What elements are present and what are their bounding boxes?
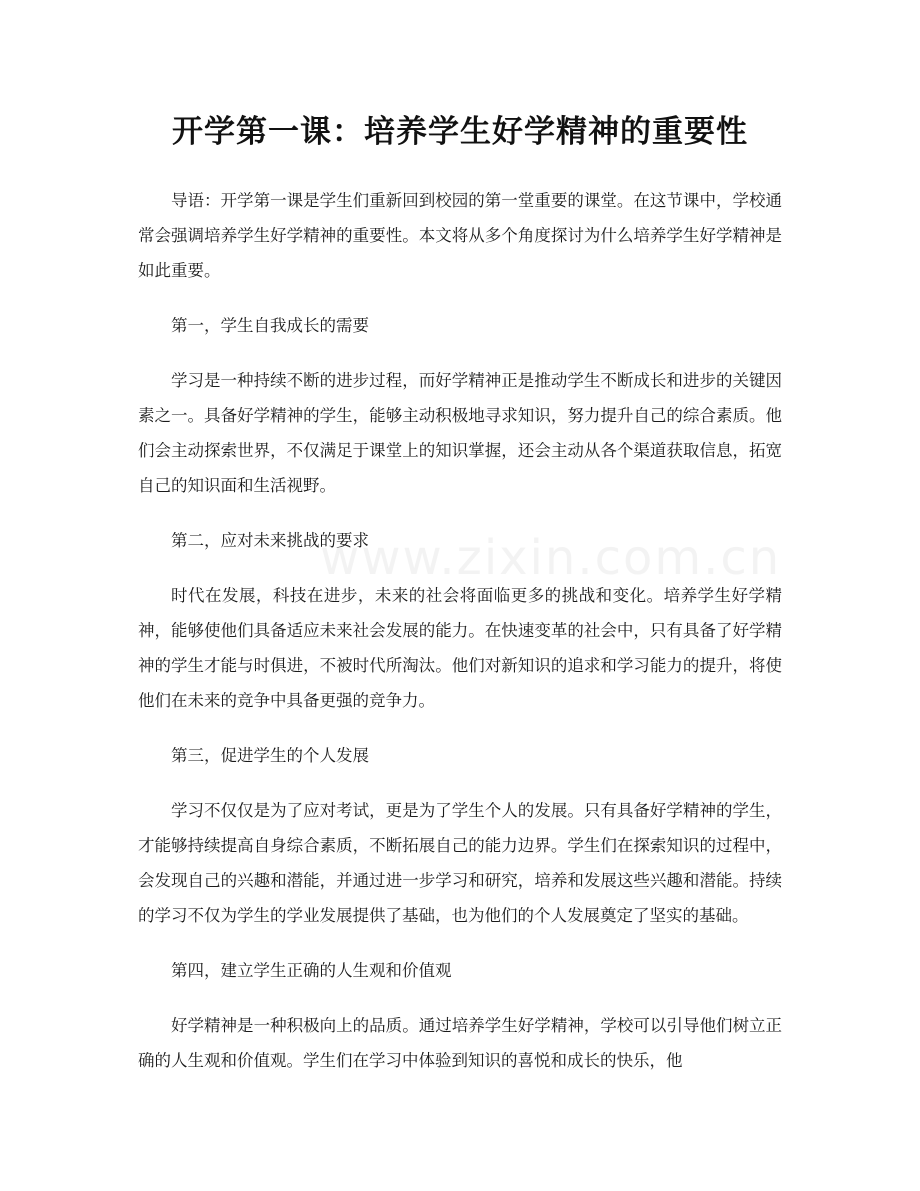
intro-paragraph: 导语：开学第一课是学生们重新回到校园的第一堂重要的课堂。在这节课中，学校通常会强调培养学生好学精神的重要性。本文将从多个角度探讨为什么培养学生好学精神是如此重要。 — [138, 191, 782, 280]
section-paragraph-3: 学习不仅仅是为了应对考试，更是为了学生个人的发展。只有具备好学精神的学生，才能够持续提高自身综合素质，不断拓展自己的能力边界。学生们在探索知识的过程中，会发现自己的兴趣和潜能，并通过进一步学习和研究，培养和发展这些兴趣和潜能。持续的学习不仅为学生的学业发展提供了基础，也为他们的个人发展奠定了坚实的基础。 — [138, 801, 782, 925]
section-paragraph-4: 好学精神是一种积极向上的品质。通过培养学生好学精神，学校可以引导他们树立正确的人生观和价值观。学生们在学习中体验到知识的喜悦和成长的快乐，他 — [138, 1016, 782, 1070]
section-heading-2: 第二，应对未来挑战的要求 — [171, 531, 369, 550]
document-body — [138, 183, 782, 1098]
section-paragraph-2: 时代在发展，科技在进步，未来的社会将面临更多的挑战和变化。培养学生好学精神，能够使他们具备适应未来社会发展的能力。在快速变革的社会中，只有具备了好学精神的学生才能与时俱进，不被时代所淘汰。他们对新知识的追求和学习能力的提升，将使他们在未来的竞争中具备更强的竞争力。 — [138, 586, 782, 710]
watermark: www.zixin.com.cn — [320, 530, 782, 586]
section-heading-3: 第三，促进学生的个人发展 — [171, 746, 369, 765]
document-title: 开学第一课：培养学生好学精神的重要性 — [172, 114, 748, 150]
section-paragraph-1: 学习是一种持续不断的进步过程，而好学精神正是推动学生不断成长和进步的关键因素之一。具备好学精神的学生，能够主动积极地寻求知识，努力提升自己的综合素质。他们会主动探索世界，不仅满足于课堂上的知识掌握，还会主动从各个渠道获取信息，拓宽自己的知识面和生活视野。 — [138, 371, 782, 495]
section-heading-1: 第一，学生自我成长的需要 — [171, 316, 369, 335]
section-heading-4: 第四，建立学生正确的人生观和价值观 — [171, 961, 452, 980]
